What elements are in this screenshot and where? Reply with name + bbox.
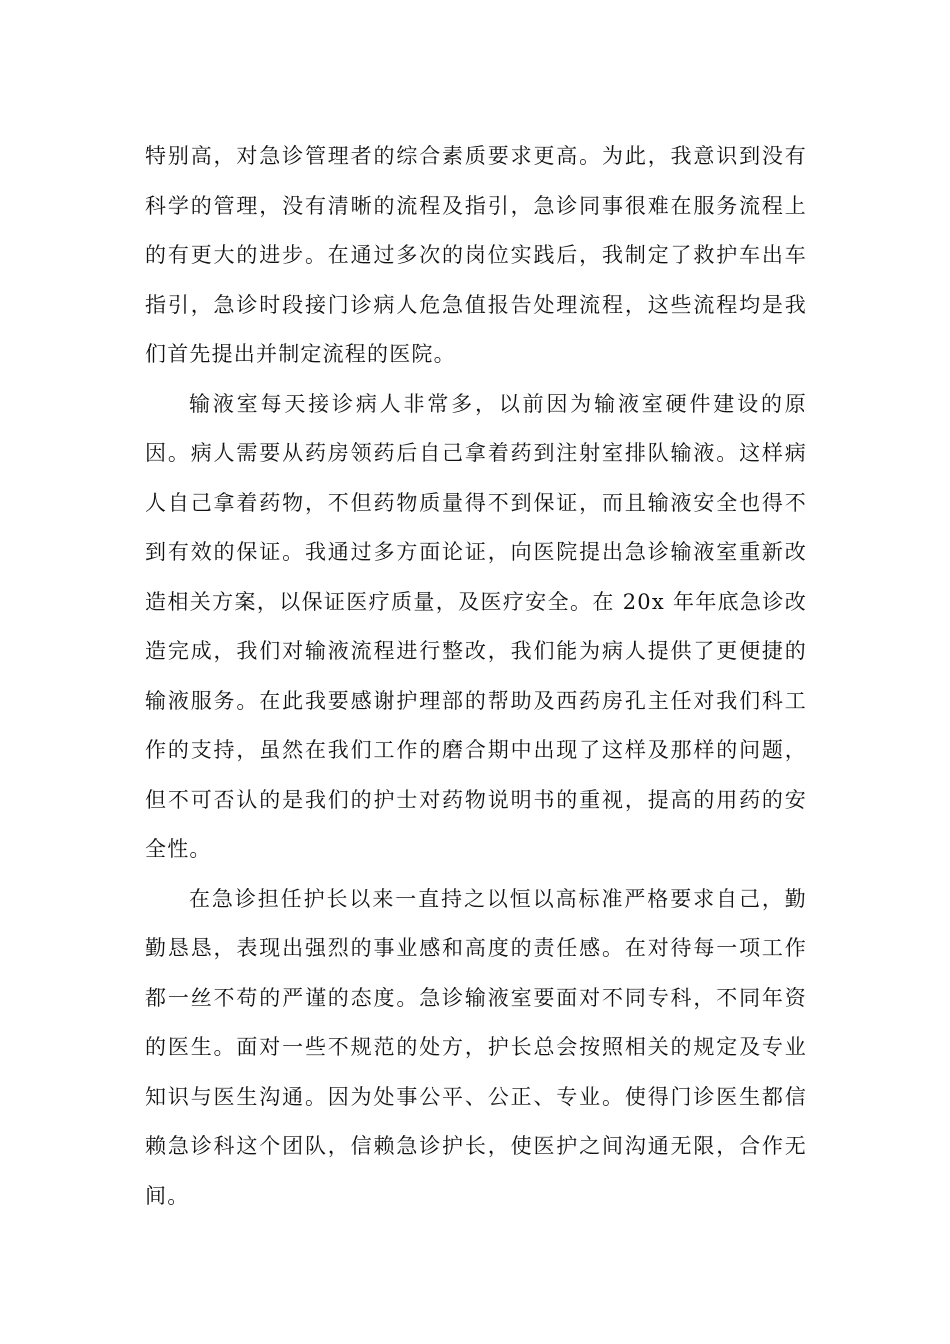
paragraph-2: 输液室每天接诊病人非常多，以前因为输液室硬件建设的原因。病人需要从药房领药后自己拿着药到注射室排队输液。这样病人自己拿着药物，不但药物质量得不到保证，而且输液安全也得不到有效的保证。我通过多方面论证，向医院提出急诊输液室重新改造相关方案，以保证医疗质量，及医疗安全。在 20x 年年底急诊改造完成，我们对输液流程进行整改，我们能为病人提供了更便捷的输液服务。在此我要感谢护理部的帮助及西药房孔主任对我们科工作的支持，虽然在我们工作的磨合期中出现了这样及那样的问题，但不可否认的是我们的护士对药物说明书的重视，提高的用药的安全性。 bbox=[145, 391, 807, 861]
paragraph-1: 特别高，对急诊管理者的综合素质要求更高。为此，我意识到没有科学的管理，没有清晰的流程及指引，急诊同事很难在服务流程上的有更大的进步。在通过多次的岗位实践后，我制定了救护车出车指引，急诊时段接门诊病人危急值报告处理流程，这些流程均是我们首先提出并制定流程的医院。 bbox=[145, 144, 807, 366]
paragraph-3: 在急诊担任护长以来一直持之以恒以高标准严格要求自己，勤勤恳恳，表现出强烈的事业感和高度的责任感。在对待每一项工作都一丝不苟的严谨的态度。急诊输液室要面对不同专科，不同年资的医生。面对一些不规范的处方，护长总会按照相关的规定及专业知识与医生沟通。因为处事公平、公正、专业。使得门诊医生都信赖急诊科这个团队，信赖急诊护长，使医护之间沟通无限，合作无间。 bbox=[145, 886, 807, 1208]
document-body bbox=[145, 132, 807, 1221]
